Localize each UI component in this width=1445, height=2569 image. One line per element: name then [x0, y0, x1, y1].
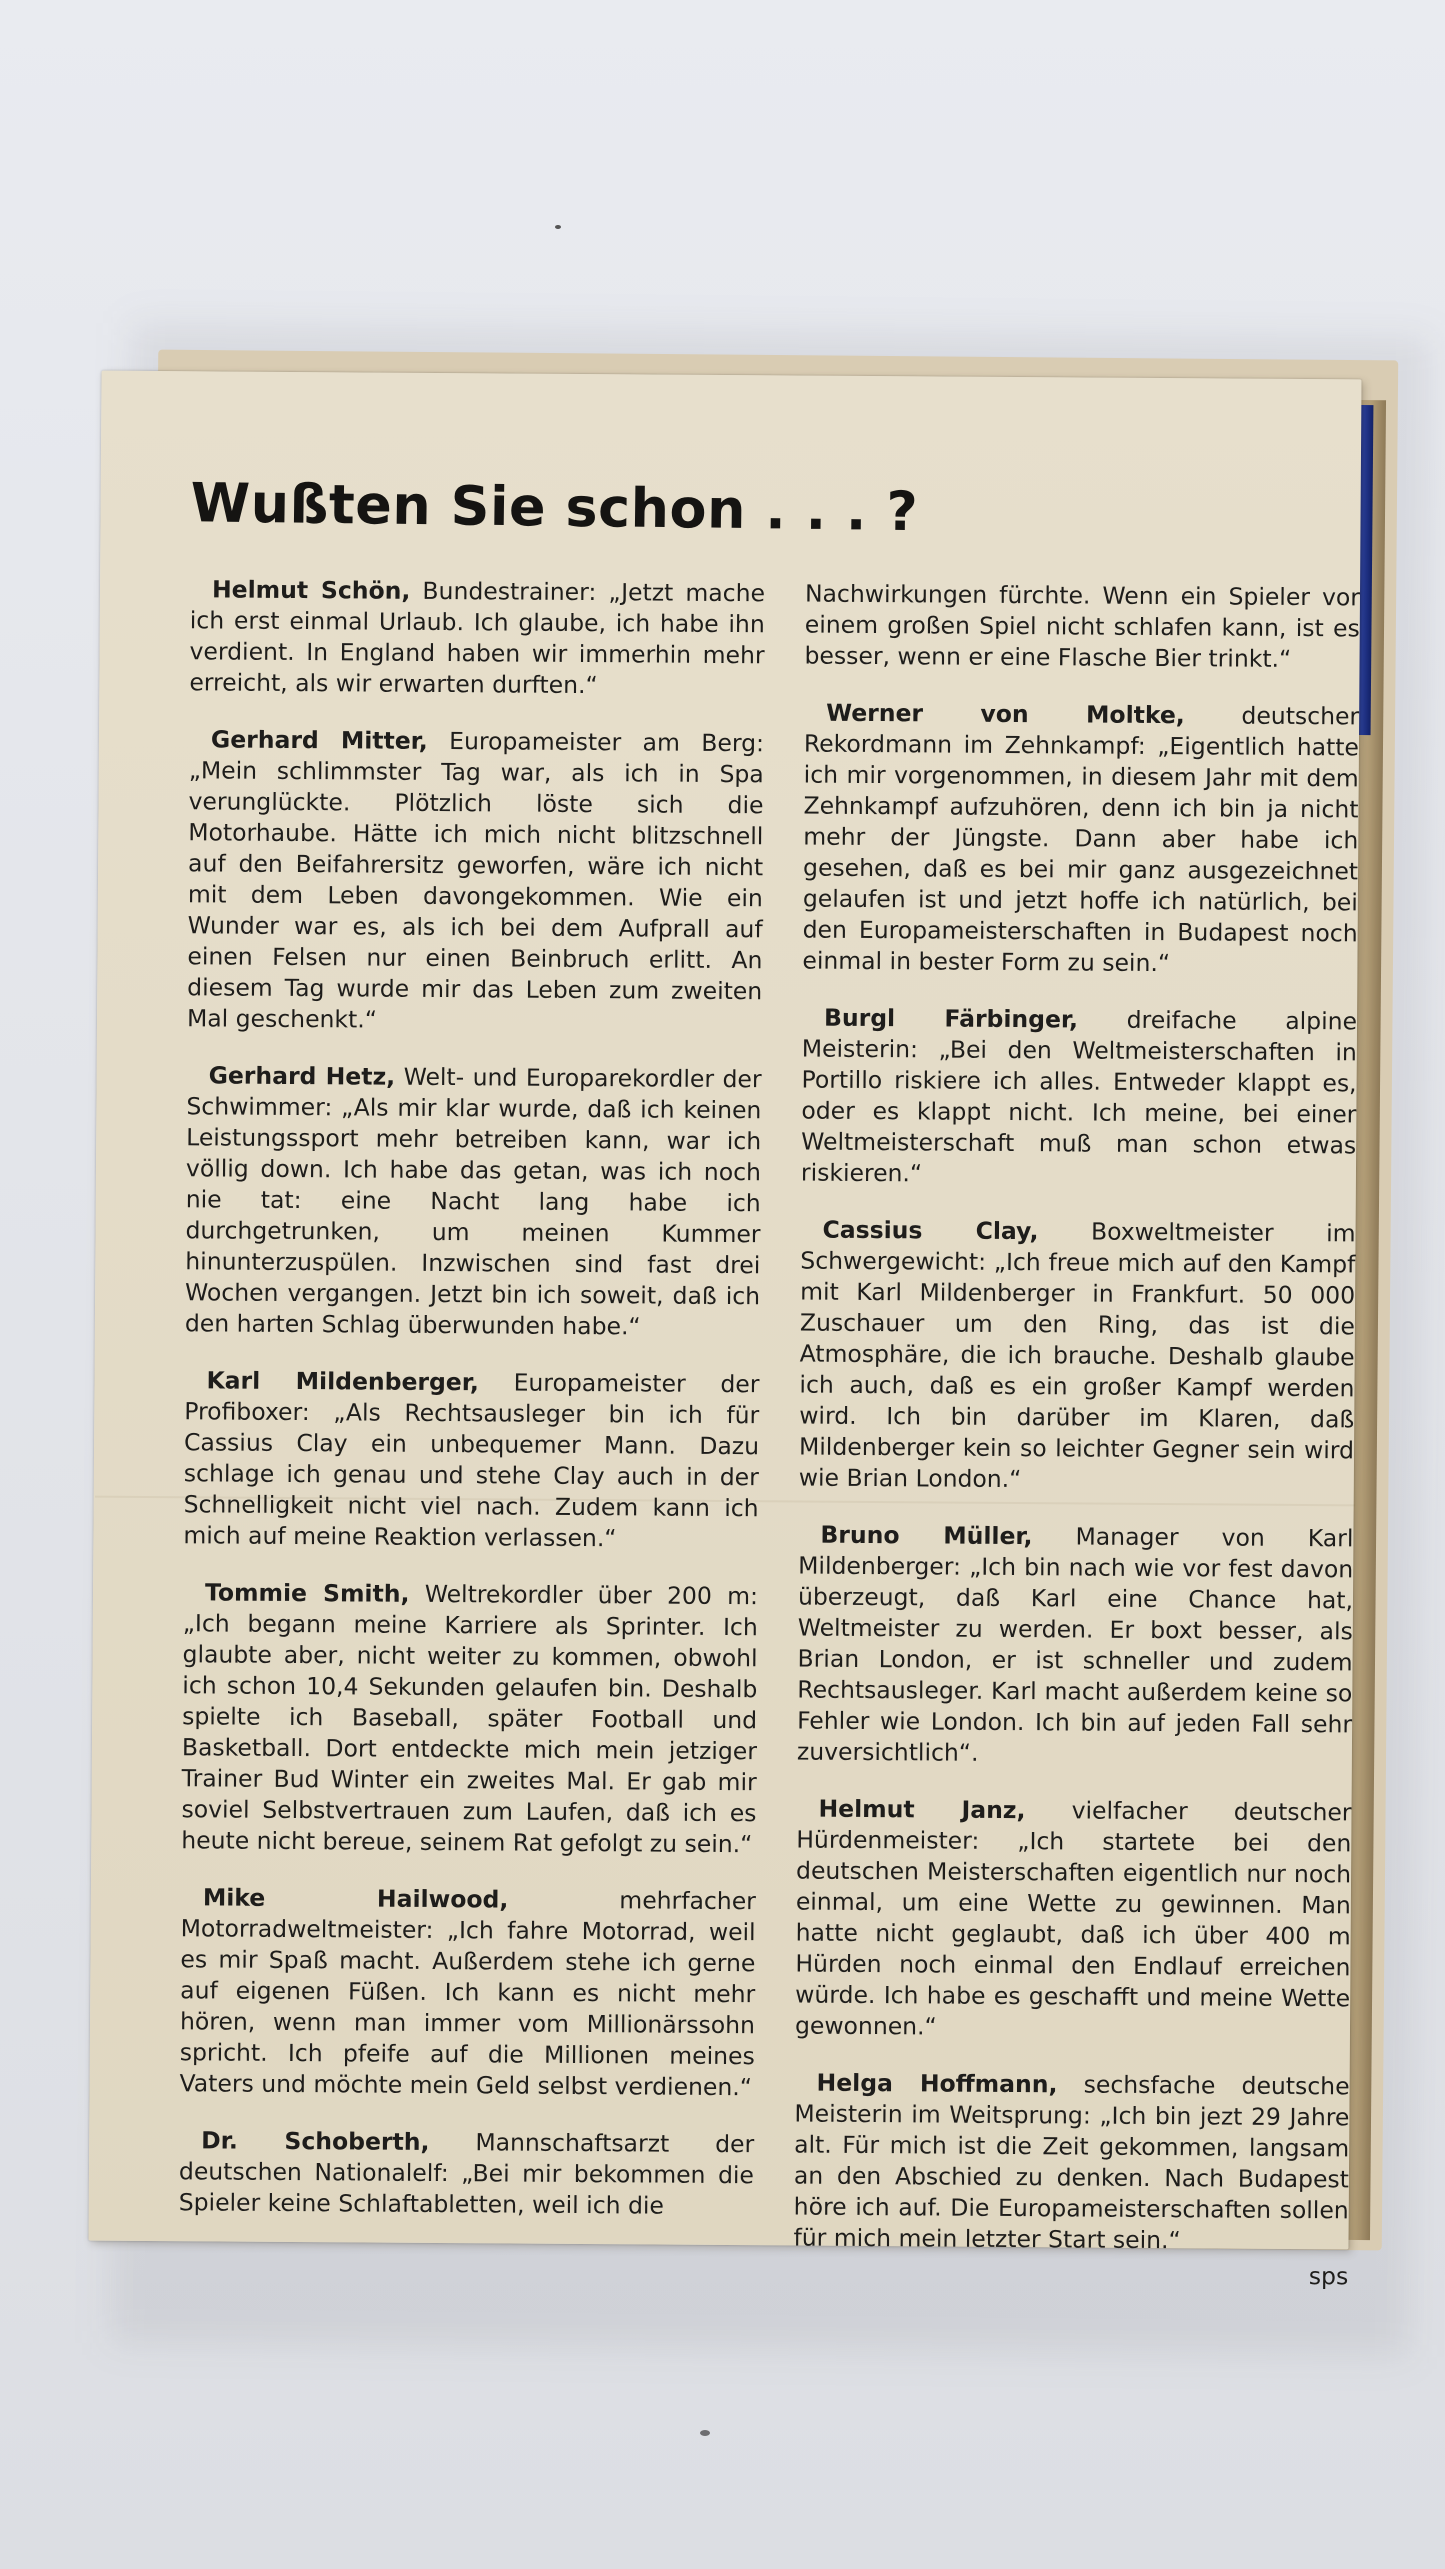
entry-bruno-mueller	[797, 1520, 1354, 1772]
entry-mike-hailwood	[179, 1882, 756, 2103]
entry-name: Burgl Färbinger,	[823, 1003, 1079, 1034]
entry-name: Tommie Smith,	[204, 1578, 410, 1608]
right-column	[793, 579, 1360, 2293]
entry-gerhard-mitter	[187, 724, 764, 1038]
entry-name: Cassius Clay,	[822, 1215, 1039, 1246]
left-column	[178, 574, 765, 2248]
entry-name: Helmut Janz,	[818, 1794, 1026, 1825]
entry-text: deutscher Rekordmann im Zehnkampf: „Eigentlich hatte ich mir vorgenommen, in diesem Jahr mit dem Zehnkampf aufzuhören, denn ich bin ja nicht mehr der Jüngste. Dann aber habe ich gesehen, daß es bei mir ganz ausgezeichnet gelaufen ist und jetzt hoffe ich natürlich, bei den Europameisterschaften in Budapest noch einmal in bester Form zu sein.“	[802, 701, 1360, 978]
entry-text: Europameister der Profiboxer: „Als Rechtsausleger bin ich für Cassius Clay ein unbequemer Mann. Dazu schlage ich genau und stehe Clay auch in der Schnelligkeit nicht viel nach. Zudem kann ich mich auf meine Reaktion verlassen.“	[183, 1368, 760, 1553]
dust-speck-top	[555, 225, 561, 229]
entry-name: Gerhard Hetz,	[208, 1061, 396, 1091]
article-columns	[178, 574, 1361, 2291]
entry-name: Karl Mildenberger,	[206, 1366, 479, 1397]
entry-text: vielfacher deutscher Hürdenmeister: „Ich startete bei den deutschen Meisterschaften eigentlich nur noch einmal, um eine Wette zu gewinnen. Man hatte nicht geglaubt, daß ich über 400 m Hürden noch einmal den Endlauf erreichen würde. Ich habe es geschafft und meine Wette gewonnen.“	[794, 1796, 1352, 2041]
entry-name: Bruno Müller,	[820, 1520, 1033, 1551]
entry-text: Weltrekordler über 200 m: „Ich begann meine Karriere als Sprinter. Ich glaubte aber, nicht weiter zu kommen, obwohl ich schon 10,4 Sekunden gelaufen bin. Deshalb spielte ich Baseball, später Football und Basketball. Dort entdeckte mich mein jetziger Trainer Bud Winter ein zweites Mal. Er gab mir soviel Selbstvertrauen zum Laufen, daß ich es heute nicht bereue, seinem Rat gefolgt zu sein.“	[181, 1579, 759, 1859]
entry-text: Manager von Karl Mildenberger: „Ich bin nach wie vor fest davon überzeugt, daß Karl eine Chance hat, Weltmeister zu werden. Er boxt besser, als Brian London, er ist schneller und zudem Rechtsausleger. Karl macht außerdem keine so Fehler wie London. Ich bin auf jeden Fall sehr zuversichtlich“.	[796, 1522, 1354, 1767]
entry-helmut-janz	[795, 1794, 1352, 2046]
continuation-text: Nachwirkungen fürchte. Wenn ein Spieler vor einem großen Spiel nicht schlafen kann, ist es besser, wenn er eine Flasche Bier trinkt.“	[804, 579, 1361, 673]
entry-werner-von-moltke	[802, 698, 1359, 981]
entry-text: mehrfacher Motorradweltmeister: „Ich fahre Motorrad, weil es mir Spaß macht. Außerdem stehe ich gerne auf eigenen Füßen. Ich kann es nicht mehr hören, wenn man immer vom Millionärssohn spricht. Ich pfeife auf die Millionen meines Vaters und möchte mein Geld selbst verdienen.“	[179, 1885, 756, 2102]
entry-helga-hoffmann	[793, 2068, 1349, 2258]
entry-text: Bundestrainer: „Jetzt mache ich erst einmal Urlaub. Ich glaube, ich habe ihn verdient. In England haben wir immerhin mehr erreicht, als wir erwarten durften.“	[189, 576, 766, 700]
entry-helmut-schoen	[189, 574, 765, 702]
entry-name: Dr. Schoberth,	[201, 2126, 430, 2156]
entry-text: dreifache alpine Meisterin: „Bei den Weltmeisterschaften in Portillo riskiere ich alles. Entweder klappt es, oder es klappt nicht. Ich meine, bei einer Weltmeisterschaft muß man schon etwas riskieren.“	[800, 1005, 1358, 1188]
entry-gerhard-hetz	[185, 1060, 762, 1343]
entry-karl-mildenberger	[183, 1365, 759, 1555]
entry-text: Europameister am Berg: „Mein schlimmster Tag war, als ich in Spa verunglückte. Plötzlich löste sich die Motorhaube. Hätte ich mich nicht blitzschnell auf den Beifahrersitz geworfen, wäre ich nicht mit dem Leben davongekommen. Wie ein Wunder war es, als ich bei dem Aufprall auf einen Felsen nur einen Beinbruch erlitt. An diesem Tag wurde mir das Leben zum zweiten Mal geschenkt.“	[186, 726, 765, 1034]
entry-name: Werner von Moltke,	[826, 698, 1185, 730]
entry-name: Helmut Schön,	[211, 575, 411, 605]
entry-name: Mike Hailwood,	[202, 1883, 509, 1914]
entry-text: Welt- und Europarekordler der Schwimmer: „Als mir klar wurde, daß ich keinen Leistungssport mehr betreiben kann, war ich völlig down. Ich habe das getan, was ich noch nie tat: eine Nacht lang habe ich durchgetrunken, um meinen Kummer hinunterzuspülen. Inzwischen sind fast drei Wochen vergangen. Jetzt bin ich soweit, daß ich den harten Schlag überwunden habe.“	[184, 1062, 762, 1341]
author-signature: sps	[1308, 2262, 1349, 2291]
entry-text: Mannschaftsarzt der deutschen Nationalelf: „Bei mir bekommen die Spieler keine Schlaftabletten, weil ich die	[178, 2127, 755, 2220]
entry-name: Gerhard Mitter,	[210, 725, 428, 755]
entry-name: Helga Hoffmann,	[816, 2068, 1058, 2099]
page-content	[178, 471, 1361, 2291]
entry-continuation	[804, 579, 1360, 676]
headline: Wußten Sie schon . . . ?	[190, 471, 919, 544]
entry-burgl-faerbinger	[801, 1003, 1357, 1193]
entry-text: Boxweltmeister im Schwergewicht: „Ich freue mich auf den Kampf mit Karl Mildenberger in Frankfurt. 50 000 Zuschauer um den Ring, das ist die Atmosphäre, die ich brauche. Deshalb glaube ich auch, daß es ein großer Kampf werden wird. Ich bin darüber im Klaren, daß Mildenberger kein so leichter Gegner sein wird wie Brian London.“	[798, 1217, 1356, 1494]
entry-text: sechsfache deutsche Meisterin im Weitsprung: „Ich bin jezt 29 Jahre alt. Für mich ist die Zeit gekommen, langsam an den Abschied zu denken. Nach Budapest höre ich auf. Die Europameisterschaften sollen für mich mein letzter Start sein.“	[793, 2070, 1350, 2255]
entry-dr-schoberth	[179, 2125, 755, 2222]
dust-speck	[700, 2430, 710, 2436]
entry-cassius-clay	[799, 1215, 1356, 1498]
entry-tommie-smith	[181, 1577, 758, 1860]
magazine-page	[88, 371, 1361, 2291]
